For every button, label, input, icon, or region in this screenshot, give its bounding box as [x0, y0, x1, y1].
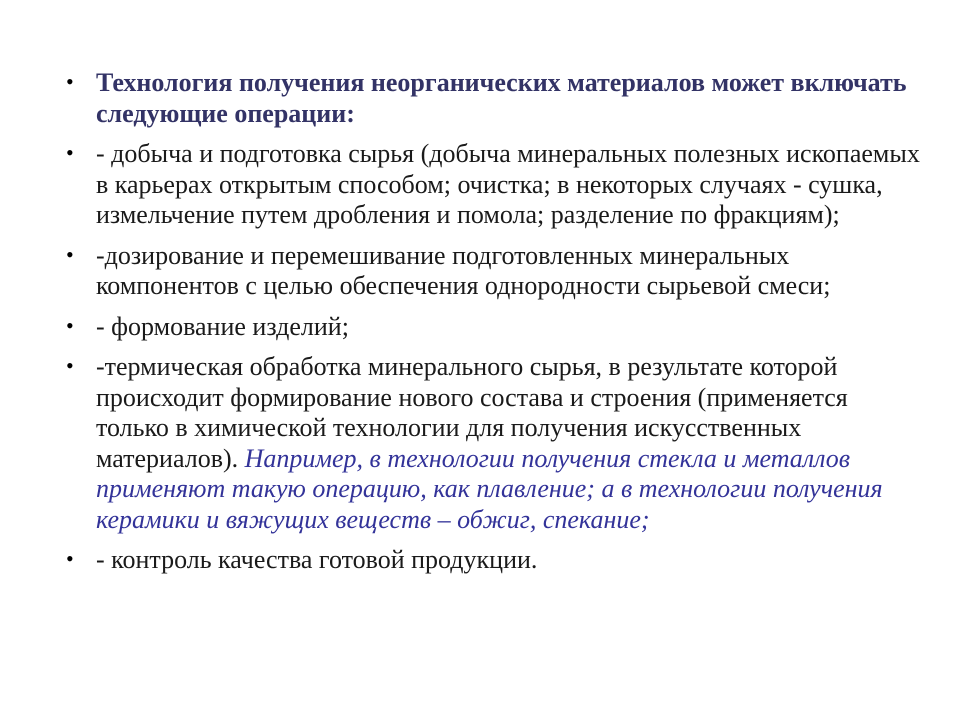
list-item-raw-materials	[60, 139, 920, 231]
bullet-list	[60, 68, 920, 586]
bullet-icon: •	[66, 69, 74, 94]
dosing-text: -дозирование и перемешивание подготовленных минеральных компонентов с целью обеспечения однородности сырьевой смеси;	[96, 240, 831, 300]
quality-text: - контроль качества готовой продукции.	[96, 545, 538, 574]
bullet-icon: •	[66, 241, 74, 267]
raw-materials-text: - добыча и подготовка сырья (добыча минеральных полезных ископаемых в карьерах открытым способом; очистка; в некоторых случаях - сушка, измельчение путем дробления и помола; разделение по фракциям);	[96, 139, 920, 229]
list-item-intro	[60, 68, 920, 129]
thermal-text: -термическая обработка минерального сырья, в результате которой происходит формирование нового состава и строения (применяется только в химической технологии для получения искусственных материалов).	[96, 352, 848, 473]
bullet-icon: •	[66, 546, 74, 571]
list-item-quality	[60, 545, 920, 576]
forming-text: - формование изделий;	[96, 311, 349, 341]
bullet-icon: •	[66, 312, 74, 338]
thermal-example-text: Например, в технологии получения стекла и металлов применяют такую операцию, как плавление; а в технологии получения керамики и вяжущих веществ – обжиг, спекание;	[96, 443, 883, 534]
list-item-thermal	[60, 352, 920, 535]
intro-heading: Технология получения неорганических материалов может включать следующие операции:	[96, 68, 907, 128]
list-item-forming	[60, 312, 920, 343]
bullet-icon: •	[66, 353, 74, 378]
list-item-dosing	[60, 241, 920, 302]
bullet-icon: •	[66, 140, 74, 165]
